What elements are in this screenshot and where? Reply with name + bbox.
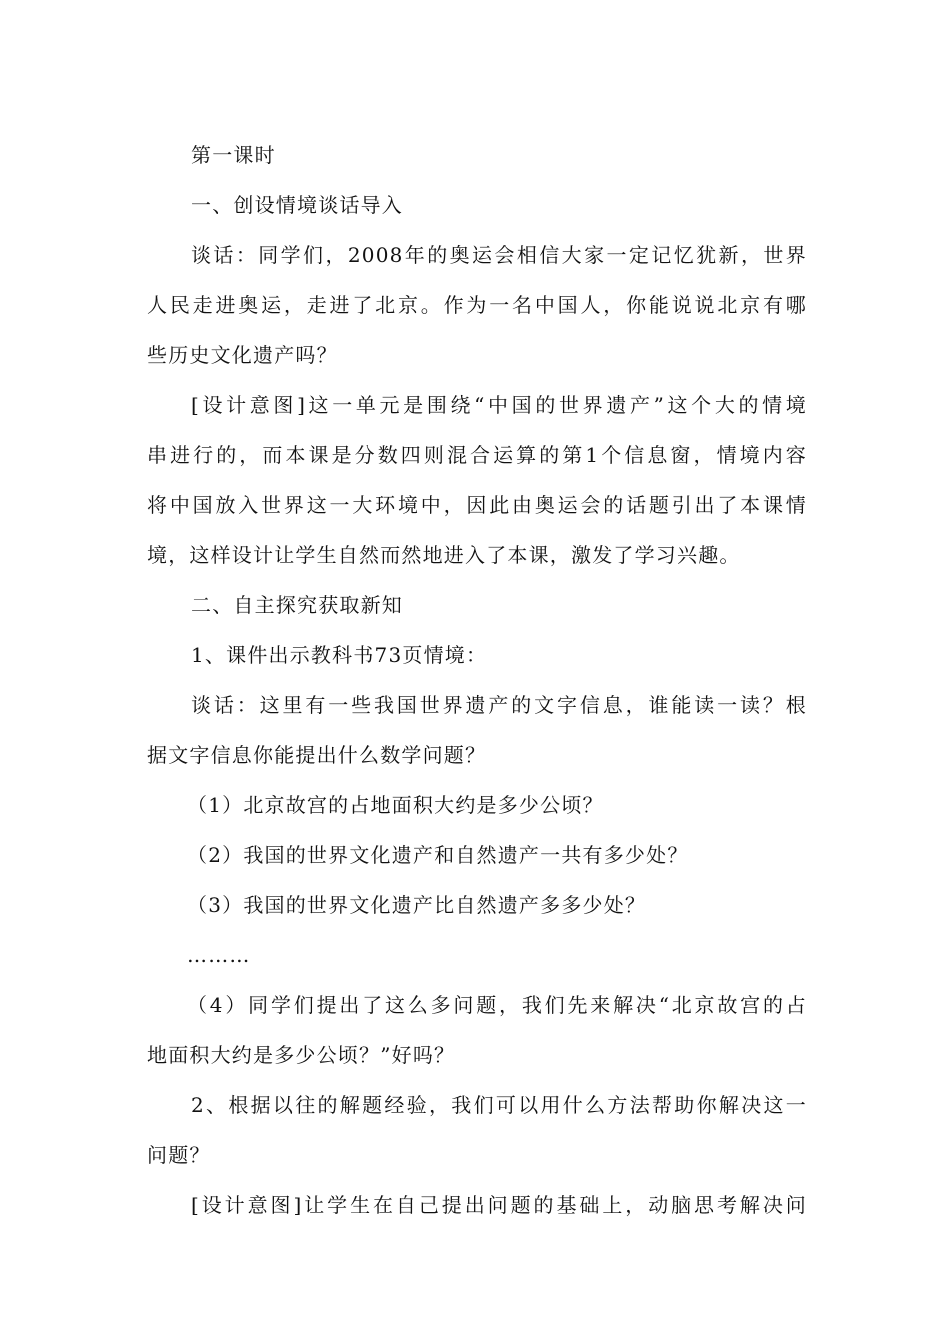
question-item: （3）我国的世界文化遗产比自然遗产多多少处？ — [187, 893, 647, 917]
document-body — [147, 130, 807, 1230]
paragraph-line: 问题？ — [147, 1143, 211, 1167]
section-heading-intro: 一、创设情境谈话导入 — [191, 193, 403, 217]
paragraph-line: 人民走进奥运，走进了北京。作为一名中国人，你能说说北京有哪 — [147, 293, 807, 317]
paragraph-line: 据文字信息你能提出什么数学问题？ — [147, 743, 487, 767]
question-item: （2）我国的世界文化遗产和自然遗产一共有多少处？ — [187, 843, 689, 867]
paragraph-line: 些历史文化遗产吗？ — [147, 343, 338, 367]
section-heading-explore: 二、自主探究获取新知 — [191, 593, 403, 617]
ellipsis-line: ……… — [187, 943, 251, 967]
paragraph-line: [设计意图]这一单元是围绕“中国的世界遗产”这个大的情境 — [191, 393, 807, 417]
paragraph-line: 将中国放入世界这一大环境中，因此由奥运会的话题引出了本课情 — [147, 493, 807, 517]
paragraph-line: 境，这样设计让学生自然而然地进入了本课，激发了学习兴趣。 — [147, 543, 741, 567]
lesson-heading: 第一课时 — [191, 143, 276, 167]
paragraph-line: 地面积大约是多少公顷？”好吗？ — [147, 1043, 456, 1067]
paragraph-line: 谈话：同学们，2008年的奥运会相信大家一定记忆犹新，世界 — [191, 243, 807, 267]
question-item: （4）同学们提出了这么多问题，我们先来解决“北京故宫的占 — [187, 993, 807, 1017]
paragraph-line: [设计意图]让学生在自己提出问题的基础上，动脑思考解决问 — [191, 1193, 807, 1217]
paragraph-line: 谈话：这里有一些我国世界遗产的文字信息，谁能读一读？根 — [191, 693, 807, 717]
step-line: 2、根据以往的解题经验，我们可以用什么方法帮助你解决这一 — [191, 1093, 807, 1117]
question-item: （1）北京故宫的占地面积大约是多少公顷？ — [187, 793, 604, 817]
paragraph-line: 串进行的，而本课是分数四则混合运算的第1个信息窗，情境内容 — [147, 443, 807, 467]
step-line: 1、课件出示教科书73页情境： — [191, 643, 488, 667]
